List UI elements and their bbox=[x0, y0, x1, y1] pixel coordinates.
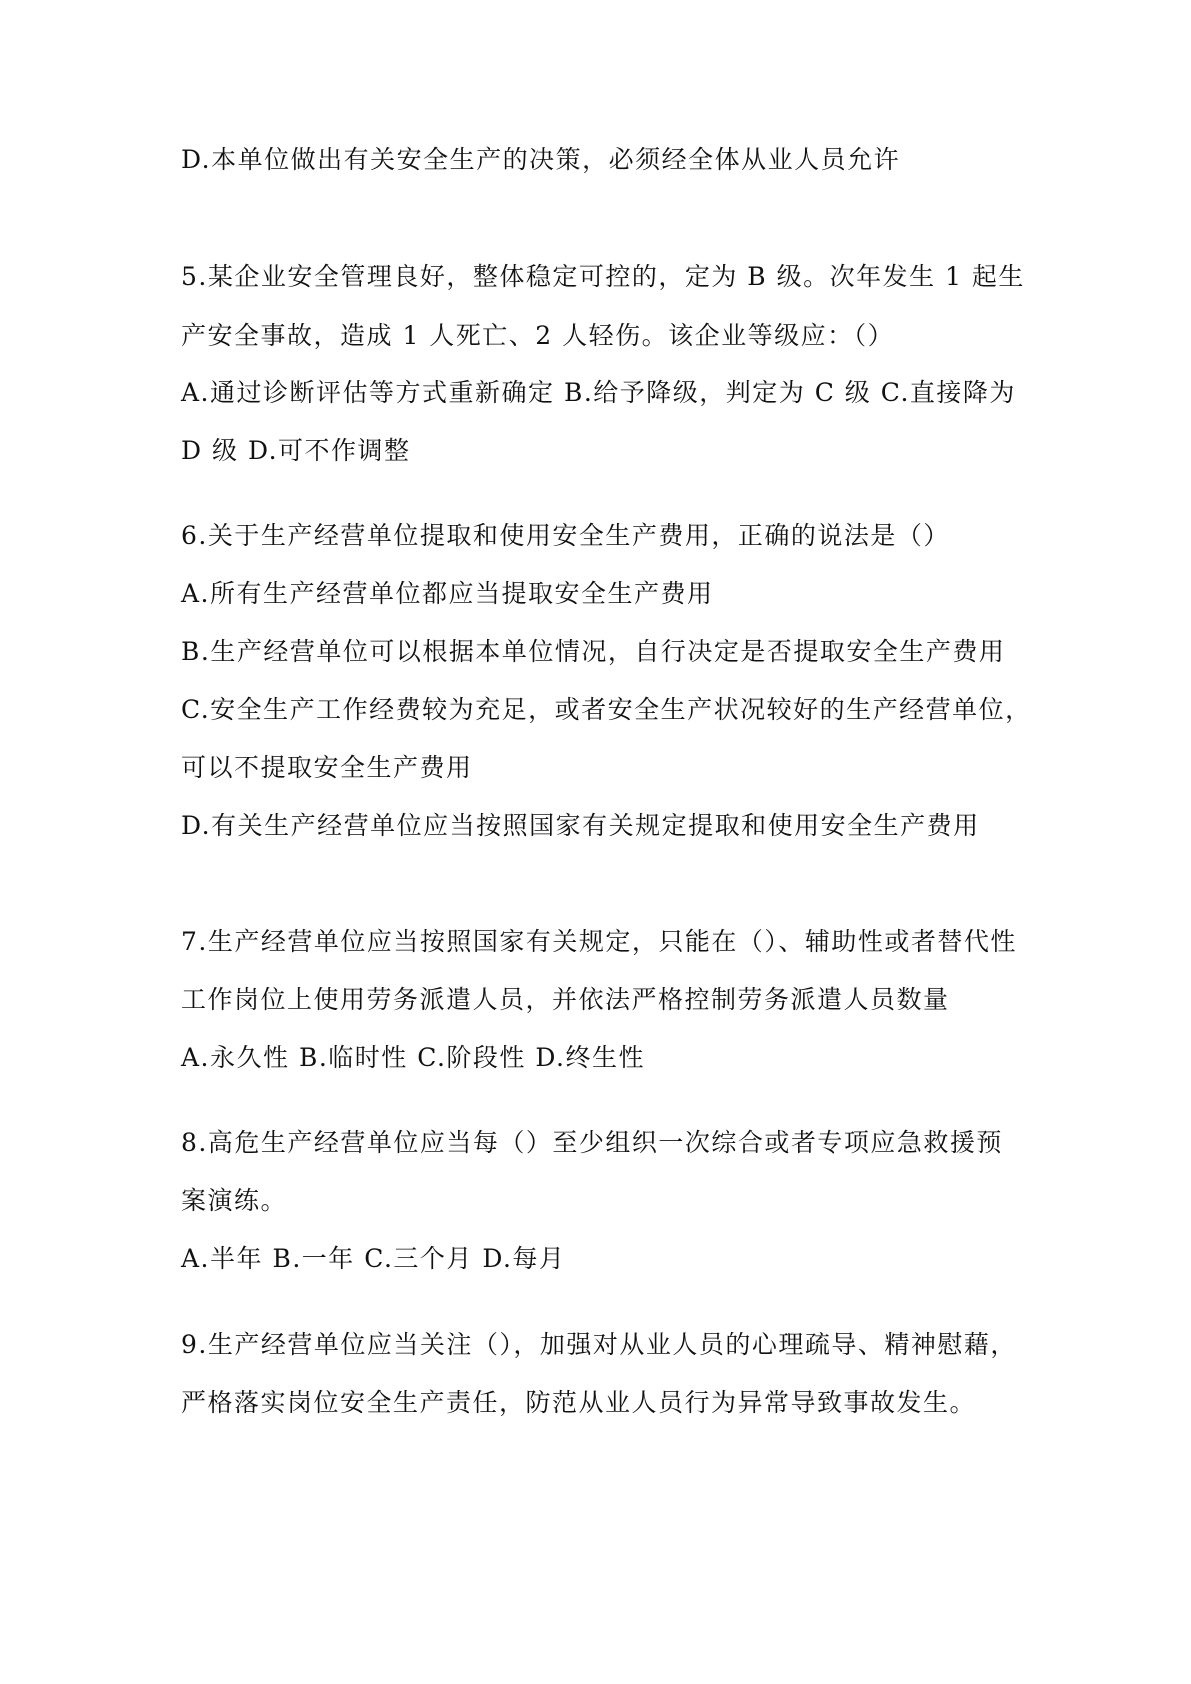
q5-options-line-2: D 级 D.可不作调整 bbox=[181, 436, 411, 465]
q7-options: A.永久性 B.临时性 C.阶段性 D.终生性 bbox=[181, 1043, 645, 1072]
q6-option-c-line-1: C.安全生产工作经费较为充足，或者安全生产状况较好的生产经营单位， bbox=[181, 695, 1032, 724]
q5-stem-line-2: 产安全事故，造成 1 人死亡、2 人轻伤。该企业等级应：（） bbox=[181, 321, 895, 350]
q6-option-d: D.有关生产经营单位应当按照国家有关规定提取和使用安全生产费用 bbox=[181, 811, 980, 840]
q4-option-d: D.本单位做出有关安全生产的决策，必须经全体从业人员允许 bbox=[181, 145, 901, 174]
q9-stem-line-1: 9.生产经营单位应当关注（），加强对从业人员的心理疏导、精神慰藉， bbox=[181, 1330, 1017, 1359]
q8-stem-line-2: 案演练。 bbox=[181, 1186, 288, 1215]
q6-option-b: B.生产经营单位可以根据本单位情况，自行决定是否提取安全生产费用 bbox=[181, 637, 1006, 666]
q8-stem-line-1: 8.高危生产经营单位应当每（）至少组织一次综合或者专项应急救援预 bbox=[181, 1128, 1003, 1157]
q6-option-a: A.所有生产经营单位都应当提取安全生产费用 bbox=[181, 579, 714, 608]
q5-stem-line-1: 5.某企业安全管理良好，整体稳定可控的，定为 B 级。次年发生 1 起生 bbox=[181, 262, 1025, 291]
q6-stem: 6.关于生产经营单位提取和使用安全生产费用，正确的说法是（） bbox=[181, 521, 950, 550]
q7-stem-line-2: 工作岗位上使用劳务派遣人员，并依法严格控制劳务派遣人员数量 bbox=[181, 985, 950, 1014]
q5-options-line-1: A.通过诊断评估等方式重新确定 B.给予降级，判定为 C 级 C.直接降为 bbox=[181, 378, 1016, 407]
q9-stem-line-2: 严格落实岗位安全生产责任，防范从业人员行为异常导致事故发生。 bbox=[181, 1388, 977, 1417]
q8-options: A.半年 B.一年 C.三个月 D.每月 bbox=[181, 1244, 566, 1273]
q6-option-c-line-2: 可以不提取安全生产费用 bbox=[181, 753, 473, 782]
q7-stem-line-1: 7.生产经营单位应当按照国家有关规定，只能在（）、辅助性或者替代性 bbox=[181, 927, 1017, 956]
